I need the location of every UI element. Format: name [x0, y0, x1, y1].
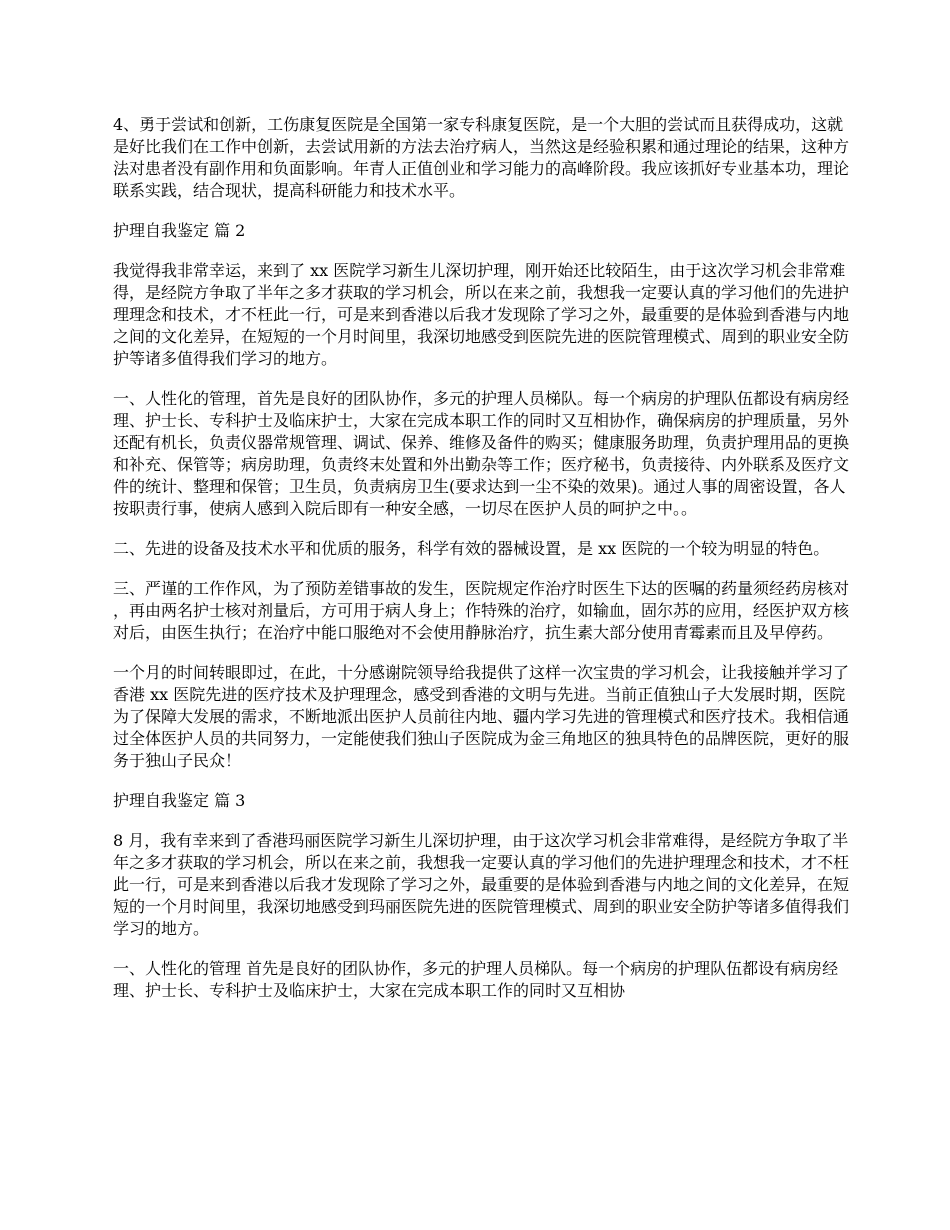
paragraph-advanced-equipment: 二、先进的设备及技术水平和优质的服务，科学有效的器械设置，是 xx 医院的一个较为明显的特色。 — [113, 539, 830, 558]
paragraph-conclusion-2: 一个月的时间转眼即过，在此，十分感谢院领导给我提供了这样一次宝贵的学习机会，让我接触并学习了香港 xx 医院先进的医疗技术及护理理念，感受到香港的文明与先进。当前正值独山子大发展时期，医院为了保障大发展的需求，不断地派出医护人员前往内地、疆内学习先进的管理模式和医疗技术。我相信通过全体医护人员的共同努力，一定能使我们独山子医院成为金三角地区的独具特色的品牌医院，更好的服务于独山子民众！ — [113, 663, 850, 770]
paragraph-rigorous-work-style: 三、严谨的工作作风，为了预防差错事故的发生，医院规定作治疗时医生下达的医嘱的药量须经药房核对，再由两名护士核对剂量后，方可用于病人身上；作特殊的治疗，如输血，固尔苏的应用，经医护双方核对后，由医生执行；在治疗中能口服绝对不会使用静脉治疗，抗生素大部分使用青霉素而且及早停药。 — [113, 579, 850, 642]
section-heading-3: 护理自我鉴定 篇 3 — [113, 791, 246, 810]
document-body — [113, 114, 853, 1020]
paragraph-humanized-management-3: 一、人性化的管理 首先是良好的团队协作，多元的护理人员梯队。每一个病房的护理队伍都设有病房经理、护士长、专科护士及临床护士，大家在完成本职工作的同时又互相协 — [113, 959, 839, 1000]
paragraph-intro-3: 8 月，我有幸来到了香港玛丽医院学习新生儿深切护理，由于这次学习机会非常难得，是经院方争取了半年之多才获取的学习机会，所以在来之前，我想我一定要认真的学习他们的先进护理理念和技术，才不枉此一行，可是来到香港以后我才发现除了学习之外，最重要的是体验到香港与内地之间的文化差异，在短短的一个月时间里，我深切地感受到玛丽医院先进的医院管理模式、周到的职业安全防护等诸多值得我们学习的地方。 — [113, 831, 850, 938]
paragraph-innovation: 4、勇于尝试和创新，工伤康复医院是全国第一家专科康复医院，是一个大胆的尝试而且获得成功，这就是好比我们在工作中创新，去尝试用新的方法去治疗病人，当然这是经验积累和通过理论的结果，这种方法对患者没有副作用和负面影响。年青人正值创业和学习能力的高峰阶段。我应该抓好专业基本功，理论联系实践，结合现状，提高科研能力和技术水平。 — [113, 115, 850, 200]
section-heading-2: 护理自我鉴定 篇 2 — [113, 221, 246, 240]
paragraph-intro-2: 我觉得我非常幸运，来到了 xx 医院学习新生儿深切护理，刚开始还比较陌生，由于这次学习机会非常难得，是经院方争取了半年之多才获取的学习机会，所以在来之前，我想我一定要认真的学习他们的先进护理理念和技术，才不枉此一行，可是来到香港以后我才发现除了学习之外，最重要的是体验到香港与内地之间的文化差异，在短短的一个月时间里，我深切地感受到医院先进的医院管理模式、周到的职业安全防护等诸多值得我们学习的地方。 — [113, 261, 850, 368]
paragraph-humanized-management: 一、人性化的管理，首先是良好的团队协作，多元的护理人员梯队。每一个病房的护理队伍都设有病房经理、护士长、专科护士及临床护士，大家在完成本职工作的同时又互相协作，确保病房的护理质量，另外还配有机长，负责仪器常规管理、调试、保养、维修及备件的购买；健康服务助理，负责护理用品的更换和补充、保管等；病房助理，负责终末处置和外出勤杂等工作；医疗秘书，负责接待、内外联系及医疗文件的统计、整理和保管；卫生员，负责病房卫生(要求达到一尘不染的效果)。通过人事的周密设置，各人按职责行事，使病人感到入院后即有一种安全感，一切尽在医护人员的呵护之中。。 — [113, 389, 850, 518]
